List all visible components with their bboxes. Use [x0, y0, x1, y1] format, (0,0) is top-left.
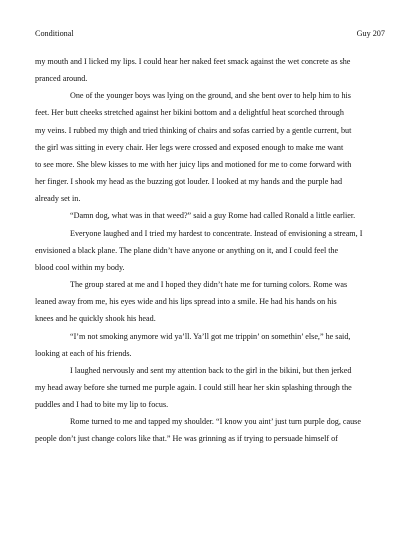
text-line: puddles and I had to bite my lip to focus.	[35, 400, 169, 410]
paragraph	[35, 225, 385, 242]
paragraph-continued	[35, 104, 385, 207]
paragraph	[35, 328, 385, 345]
paragraph	[35, 87, 385, 104]
paragraph-continued	[35, 345, 385, 362]
text-line: “Damn dog, what was in that weed?” said a guy Rome had called Ronald a little earlier.	[70, 211, 356, 221]
text-line: I laughed nervously and sent my attention back to the girl in the bikini, but then jerked	[70, 365, 352, 375]
text-line: “I’m not smoking anymore wid ya’ll. Ya’ll got me trippin’ on somethin’ else,” he said,	[70, 331, 351, 341]
paragraph	[35, 276, 385, 293]
text-line: pranced around.	[35, 74, 88, 84]
text-line: my veins. I rubbed my thigh and tried thinking of chairs and sofas carried by a gentle current, but	[35, 125, 352, 135]
text-line: my head away before she turned me purple again. I could still hear her skin splashing through the	[35, 382, 352, 392]
paragraph	[35, 53, 385, 87]
text-line: my mouth and I licked my lips. I could hear her naked feet smack against the wet concrete as she	[35, 57, 351, 66]
text-line: One of the younger boys was lying on the ground, and she bent over to help him to his	[70, 91, 351, 101]
text-line: blood cool within my body.	[35, 262, 125, 272]
paragraph-continued	[35, 379, 385, 413]
text-line: to see more. She blew kisses to me with her juicy lips and motioned for me to come forward with	[35, 159, 352, 169]
text-line: people don’t just change colors like that.” He was grinning as if trying to persuade himself of	[35, 434, 338, 444]
text-line: leaned away from me, his eyes wide and his lips spread into a smile. He had his hands on his	[35, 297, 337, 307]
paragraph	[35, 362, 385, 379]
text-line: feet. Her butt cheeks stretched against her bikini bottom and a delightful heat scorched through	[35, 108, 344, 118]
running-header	[35, 28, 385, 40]
paragraph-continued	[35, 430, 385, 447]
text-line: the girl was sitting in every chair. Her legs were crossed and exposed enough to make me want	[35, 142, 344, 152]
body-text	[35, 53, 385, 448]
header-title: Conditional	[35, 29, 74, 38]
text-line: Rome turned to me and tapped my shoulder. “I know you aint’ just turn purple dog, cause	[70, 417, 361, 427]
text-line: knees and he quickly shook his head.	[35, 314, 156, 324]
text-line: her finger. I shook my head as the buzzing got louder. I looked at my hands and the purple had	[35, 177, 343, 187]
header-author-page: Guy 207	[356, 29, 385, 38]
paragraph	[35, 207, 385, 224]
paragraph	[35, 413, 385, 430]
text-line: looking at each of his friends.	[35, 348, 132, 358]
text-line: The group stared at me and I hoped they didn’t hate me for turning colors. Rome was	[70, 280, 348, 290]
paragraph-continued	[35, 242, 385, 276]
text-line: already set in.	[35, 194, 81, 204]
paragraph-continued	[35, 293, 385, 327]
text-line: envisioned a black plane. The plane didn’t have anyone or anything on it, and I could feel the	[35, 245, 339, 255]
text-line: Everyone laughed and I tried my hardest to concentrate. Instead of envisioning a stream, I	[70, 228, 363, 238]
